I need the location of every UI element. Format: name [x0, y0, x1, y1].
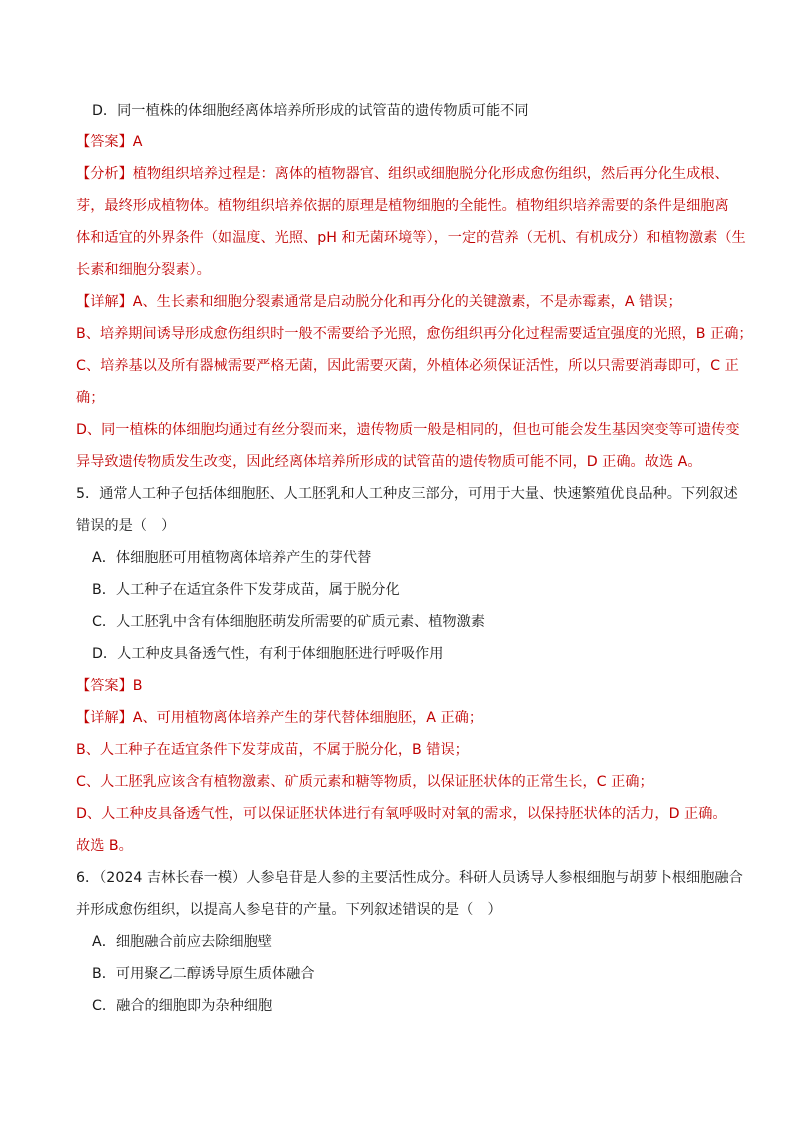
q6-option-b: B．可用聚乙二醇诱导原生质体融合: [92, 966, 315, 982]
q5-detail-line: C、人工胚乳应该含有植物激素、矿质元素和糖等物质，以保证胚状体的正常生长，C 正确；: [76, 774, 654, 790]
q6-option-c: C．融合的细胞即为杂种细胞: [92, 998, 273, 1014]
q4-analysis-line: 长素和细胞分裂素）。: [76, 262, 211, 278]
q4-detail-line: 异导致遗传物质发生改变，因此经离体培养所形成的试管苗的遗传物质可能不同，D 正确。故选 A。: [76, 454, 702, 470]
q5-option-a: A．体细胞胚可用植物离体培养产生的芽代替: [92, 550, 372, 566]
detail-label: 【详解】: [76, 710, 133, 726]
q4-answer: [76, 132, 726, 152]
q5-detail-line: D、人工种皮具备透气性，可以保证胚状体进行有氧呼吸时对氧的需求，以保持胚状体的活力，D 正确。: [76, 806, 727, 822]
q6-option-a: A．细胞融合前应去除细胞壁: [92, 934, 272, 950]
q5-answer: [76, 676, 726, 696]
q4-detail-line: C、培养基以及所有器械需要严格无菌，因此需要灭菌，外植体必须保证活性，所以只需要消毒即可，C 正: [76, 358, 739, 374]
q5-stem-line: 错误的是（ ）: [76, 518, 176, 534]
q5-detail-line: 【详解】A、可用植物离体培养产生的芽代替体细胞胚，A 正确；: [76, 710, 484, 726]
answer-value: A: [132, 134, 143, 150]
q5-option-d: D．人工种皮具备透气性，有利于体细胞胚进行呼吸作用: [92, 646, 444, 662]
q6-stem-line: 并形成愈伤组织，以提高人参皂苷的产量。下列叙述错误的是（ ）: [76, 902, 502, 918]
answer-label: 【答案】: [76, 678, 133, 694]
detail-label: 【详解】: [76, 294, 133, 310]
q6-stem-line: 6．（2024 吉林长春一模）人参皂苷是人参的主要活性成分。科研人员诱导人参根细胞与胡萝卜根细胞融合: [76, 870, 743, 886]
q5-stem-line: 5．通常人工种子包括体细胞胚、人工胚乳和人工种皮三部分，可用于大量、快速繁殖优良品种。下列叙述: [76, 486, 738, 502]
answer-value: B: [132, 678, 143, 694]
q4-analysis-line: 体和适宜的外界条件（如温度、光照、pH 和无菌环境等），一定的营养（无机、有机成分）和植物激素（生: [76, 230, 746, 246]
q4-detail-line: 确；: [76, 390, 105, 406]
q4-detail-line: B、培养期间诱导形成愈伤组织时一般不需要给予光照，愈伤组织再分化过程需要适宜强度的光照，B 正确；: [76, 326, 753, 342]
q4-analysis-line: 芽，最终形成植物体。植物组织培养依据的原理是植物细胞的全能性。植物组织培养需要的条件是细胞离: [76, 198, 729, 214]
q5-option-c: C．人工胚乳中含有体细胞胚萌发所需要的矿质元素、植物激素: [92, 614, 485, 630]
q5-detail-line: B、人工种子在适宜条件下发芽成苗，不属于脱分化，B 错误；: [76, 742, 469, 758]
q5-option-b: B．人工种子在适宜条件下发芽成苗，属于脱分化: [92, 582, 400, 598]
q4-detail-line: 【详解】A、生长素和细胞分裂素通常是启动脱分化和再分化的关键激素，不是赤霉素，A 错误；: [76, 294, 682, 310]
q4-analysis-line: 【分析】植物组织培养过程是：离体的植物器官、组织或细胞脱分化形成愈伤组织，然后再分化生成根、: [76, 166, 729, 182]
q4-detail-line: D、同一植株的体细胞均通过有丝分裂而来，遗传物质一般是相同的，但也可能会发生基因突变等可遗传变: [76, 422, 740, 438]
q4-option-d: D．同一植株的体细胞经离体培养所形成的试管苗的遗传物质可能不同: [92, 103, 529, 119]
q5-detail-line: 故选 B。: [76, 838, 133, 854]
answer-label: 【答案】: [76, 134, 133, 150]
analysis-label: 【分析】: [76, 166, 133, 182]
